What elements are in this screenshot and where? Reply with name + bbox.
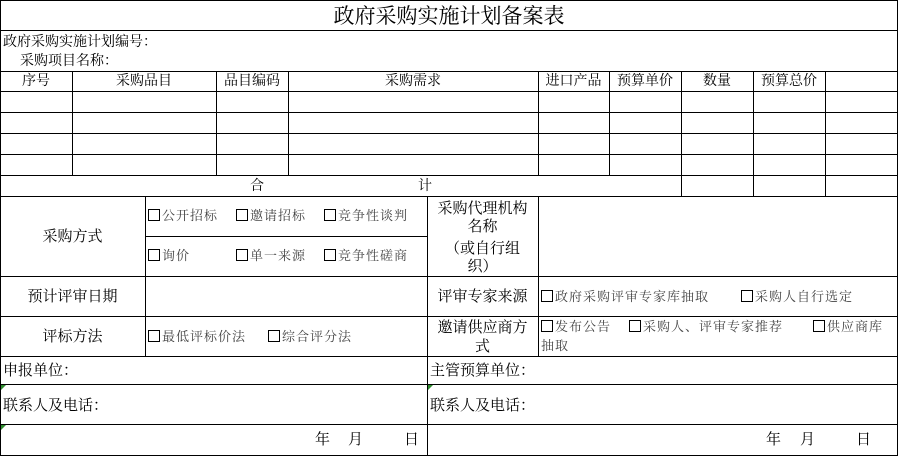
grid-line (0, 175, 898, 176)
checkbox-icon[interactable] (813, 320, 825, 332)
option-recommendation[interactable] (629, 320, 783, 334)
option-competitive-consultation[interactable] (324, 249, 408, 263)
option-open-tender[interactable] (148, 209, 218, 223)
grid-line (0, 424, 898, 425)
option-comprehensive-score[interactable] (268, 330, 352, 344)
option-label: 竞争性磋商 (338, 249, 409, 264)
header-code: 品目编码 (224, 73, 280, 89)
grid-line (0, 133, 898, 134)
agency-label-3: （或自行组 (444, 239, 520, 257)
checkbox-icon[interactable] (268, 330, 280, 342)
plan-number-label: 政府采购实施计划编号： (3, 34, 157, 50)
date-right-year: 年 (766, 430, 782, 448)
grid-line (0, 0, 898, 1)
header-unit-price: 预算单价 (617, 73, 673, 89)
option-label: 询价 (162, 249, 191, 264)
grid-line (0, 356, 898, 357)
option-single-source[interactable] (236, 249, 306, 263)
option-supplier-pool-tail: 抽取 (541, 339, 570, 354)
option-inquiry[interactable] (148, 249, 190, 263)
invite-supplier-label-2: 式 (474, 337, 490, 355)
cell-marker (428, 385, 433, 390)
header-seq: 序号 (22, 73, 50, 89)
grid-line (0, 30, 898, 31)
checkbox-icon[interactable] (324, 209, 336, 221)
date-right-day: 日 (856, 430, 872, 448)
option-label: 竞争性谈判 (338, 209, 409, 224)
agency-label-2: 名称 (467, 217, 498, 235)
option-label: 综合评分法 (282, 330, 353, 345)
expert-source-label: 评审专家来源 (437, 287, 528, 305)
checkbox-icon[interactable] (148, 249, 160, 261)
procurement-method-label: 采购方式 (42, 227, 103, 245)
option-invited-tender[interactable] (236, 209, 306, 223)
contact-left-label: 联系人及电话： (3, 396, 109, 414)
date-left-month: 月 (348, 430, 364, 448)
grid-line (0, 196, 898, 197)
grid-line (0, 91, 898, 92)
option-label: 政府采购评审专家库抽取 (555, 290, 710, 305)
grid-line (0, 154, 898, 155)
option-label: 单一来源 (250, 249, 307, 264)
option-competitive-negotiation[interactable] (324, 209, 408, 223)
contact-right-label: 联系人及电话： (430, 396, 536, 414)
option-label: 发布公告 (555, 320, 612, 335)
header-import: 进口产品 (545, 73, 602, 89)
checkbox-icon[interactable] (236, 209, 248, 221)
applicant-label: 申报单位： (3, 361, 79, 379)
grid-line (0, 276, 898, 277)
grid-line (825, 71, 826, 196)
checkbox-icon[interactable] (629, 320, 641, 332)
invite-supplier-label-1: 邀请供应商方 (437, 318, 528, 336)
checkbox-icon[interactable] (148, 330, 160, 342)
cell-marker (1, 385, 6, 390)
checkbox-icon[interactable] (541, 290, 553, 302)
project-name-label: 采购项目名称： (20, 53, 118, 69)
grid-line (753, 71, 754, 196)
checkbox-icon[interactable] (324, 249, 336, 261)
option-label: 采购人、评审专家推荐 (643, 320, 784, 335)
supervisor-label: 主管预算单位： (430, 361, 536, 379)
header-total: 预算总价 (761, 73, 817, 89)
option-lowest-price[interactable] (148, 330, 246, 344)
grid-line (145, 196, 146, 356)
option-publish-notice[interactable] (541, 320, 611, 334)
grid-line (0, 112, 898, 113)
option-self-selected[interactable] (741, 290, 853, 304)
cell-marker (1, 425, 6, 430)
option-label: 邀请招标 (250, 209, 307, 224)
grid-line (0, 384, 898, 385)
header-qty: 数量 (703, 73, 731, 89)
option-label: 采购人自行选定 (755, 290, 854, 305)
header-demand: 采购需求 (385, 73, 441, 89)
header-item: 采购品目 (116, 73, 172, 89)
agency-label-4: 织） (467, 257, 498, 275)
option-label: 最低评标价法 (162, 330, 247, 345)
option-expert-pool[interactable] (541, 290, 709, 304)
form-title: 政府采购实施计划备案表 (333, 4, 565, 28)
date-left-day: 日 (404, 430, 420, 448)
checkbox-icon[interactable] (541, 320, 553, 332)
grid-line (145, 236, 427, 237)
option-supplier-pool[interactable] (813, 320, 883, 334)
total-label-ji: 计 (418, 178, 432, 194)
date-left-year: 年 (315, 430, 331, 448)
grid-line (0, 71, 898, 72)
review-date-label: 预计评审日期 (27, 287, 118, 305)
option-label: 公开招标 (162, 209, 219, 224)
option-label: 供应商库 (827, 320, 884, 335)
checkbox-icon[interactable] (148, 209, 160, 221)
grid-line (681, 71, 682, 196)
checkbox-icon[interactable] (236, 249, 248, 261)
grid-line (0, 316, 898, 317)
grid-line (538, 196, 539, 356)
date-right-month: 月 (800, 430, 816, 448)
checkbox-icon[interactable] (741, 290, 753, 302)
total-label-he: 合 (250, 178, 264, 194)
evaluation-label: 评标方法 (42, 327, 103, 345)
agency-label-1: 采购代理机构 (437, 199, 528, 217)
